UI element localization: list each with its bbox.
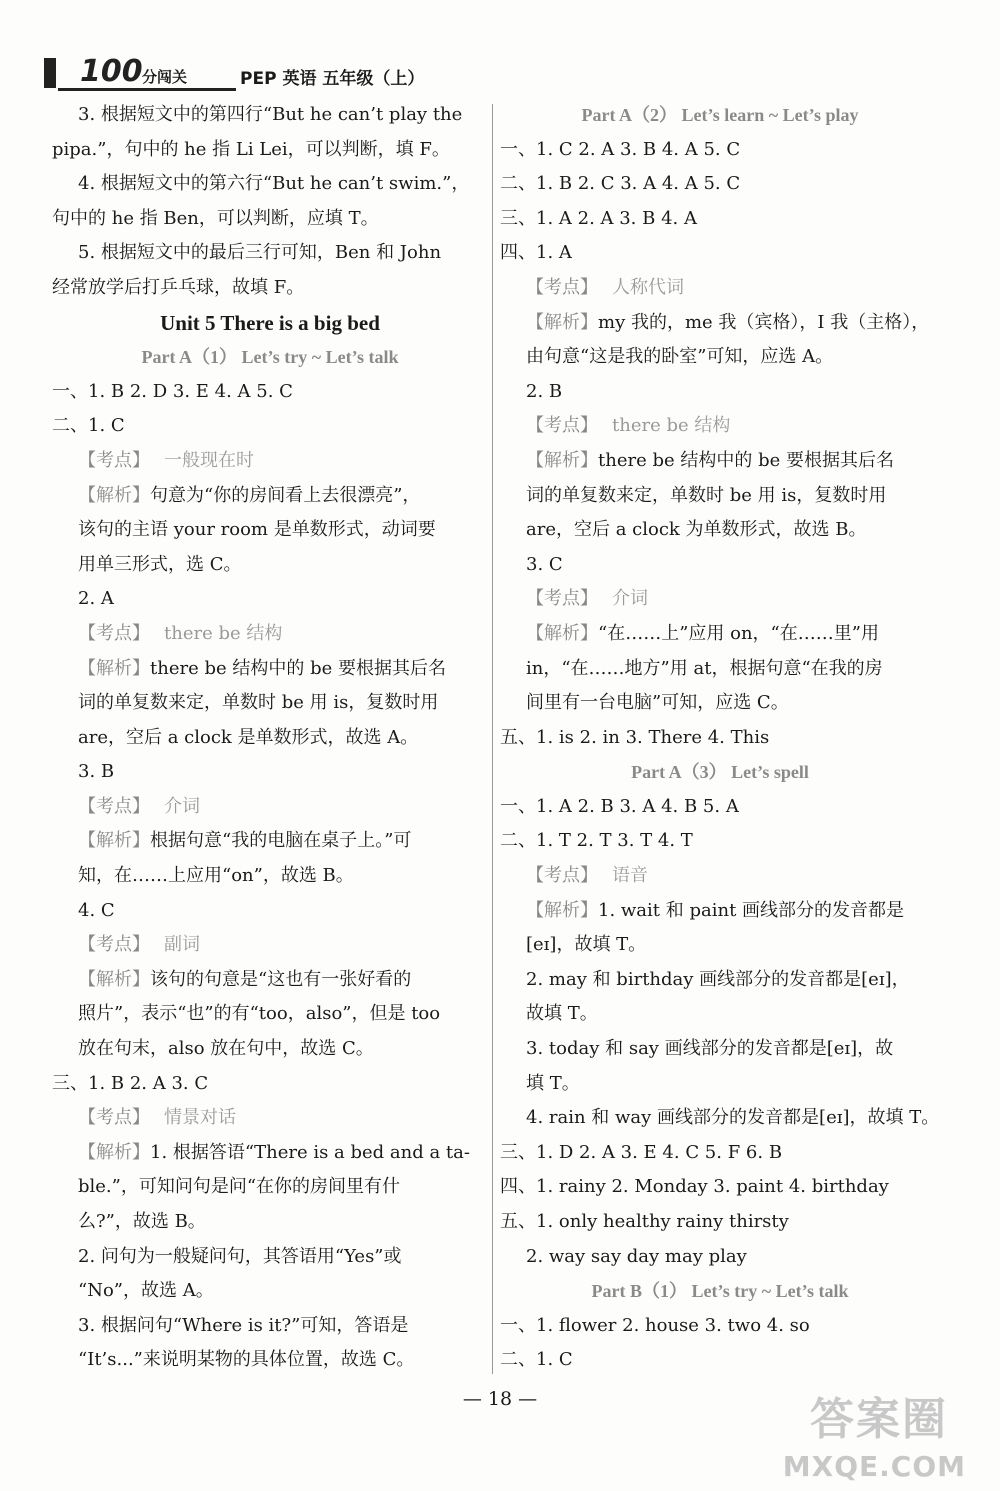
text-line: 二、1. C [52, 415, 125, 437]
label-tag: 【解析】 [526, 899, 598, 921]
column-divider [492, 104, 493, 1374]
topic-value: there be 结构 [612, 415, 731, 437]
section-heading: Part A（1） Let’s try ~ Let’s talk [141, 347, 399, 368]
label-tag: 【考点】 [78, 1107, 150, 1129]
label-tag: 【考点】 [526, 865, 598, 887]
text-line: 照片”，表示“也”的有“too，also”，但是 too [78, 1003, 441, 1025]
text-line [500, 409, 940, 444]
text-line: 二、1. C [500, 1349, 573, 1371]
topic-value: 一般现在时 [164, 449, 254, 471]
topic-value: 人称代词 [612, 276, 684, 298]
text-line: are，空后 a clock 为单数形式，故选 B。 [526, 519, 867, 541]
text-line: 四、1. rainy 2. Monday 3. paint 4. birthday [500, 1176, 889, 1198]
analysis-text: 根据句意“我的电脑在桌子上。”可 [150, 830, 412, 852]
text-line: 三、1. D 2. A 3. E 4. C 5. F 6. B [500, 1141, 783, 1163]
section-heading: Part B（1） Let’s try ~ Let’s talk [591, 1281, 849, 1302]
text-line: 么?”，故选 B。 [78, 1211, 206, 1232]
topic-value: 介词 [164, 795, 200, 817]
text-line [52, 479, 488, 514]
text-line [52, 617, 488, 652]
text-line: “No”，故选 A。 [78, 1280, 214, 1302]
text-line: 2. A [78, 588, 114, 610]
analysis-text: “在……上”应用 on，“在……里”用 [598, 622, 879, 644]
analysis-text: there be 结构中的 be 要根据其后名 [150, 657, 446, 679]
text-line [500, 306, 940, 341]
label-tag: 【解析】 [78, 968, 150, 990]
text-line: 三、1. A 2. A 3. B 4. A [500, 207, 697, 229]
text-line: 一、1. flower 2. house 3. two 4. so [500, 1314, 810, 1336]
text-line: 用单三形式，选 C。 [78, 553, 242, 575]
text-line: 句中的 he 指 Ben，可以判断，应填 T。 [52, 207, 379, 229]
page-number: — 18 — [462, 1388, 538, 1410]
left-column [52, 98, 488, 1378]
text-line: 五、1. is 2. in 3. There 4. This [500, 726, 770, 748]
text-line: 一、1. C 2. A 3. B 4. A 5. C [500, 138, 741, 160]
text-line: pipa.”，句中的 he 指 Li Lei，可以判断，填 F。 [52, 138, 450, 160]
label-tag: 【解析】 [526, 622, 598, 644]
text-line: 该句的主语 your room 是单数形式，动词要 [78, 519, 436, 541]
section-heading: Part A（3） Let’s spell [631, 762, 809, 783]
text-line [52, 652, 488, 687]
text-line: [eɪ]，故填 T。 [526, 934, 647, 956]
text-line: 2. 问句为一般疑问句，其答语用“Yes”或 [78, 1245, 402, 1267]
text-line: 一、1. B 2. D 3. E 4. A 5. C [52, 380, 293, 402]
watermark-logo: 答案圈 [810, 1394, 948, 1445]
text-line: 2. may 和 birthday 画线部分的发音都是[eɪ]， [526, 968, 910, 990]
text-line: ble.”，可知问句是问“在你的房间里有什 [78, 1176, 401, 1198]
text-line: 间里有一台电脑”可知，应选 C。 [526, 692, 789, 714]
text-line [500, 582, 940, 617]
text-line: 三、1. B 2. A 3. C [52, 1072, 209, 1094]
text-line [52, 928, 488, 963]
text-line [52, 1136, 488, 1171]
text-line [52, 824, 488, 859]
logo-number: 100 [80, 54, 143, 89]
text-line: 词的单复数来定，单数时 be 用 is，复数时用 [78, 692, 439, 714]
text-line: “It’s...”来说明某物的具体位置，故选 C。 [78, 1349, 415, 1371]
text-line: 经常放学后打乒乓球，故填 F。 [52, 276, 305, 298]
analysis-text: there be 结构中的 be 要根据其后名 [598, 449, 894, 471]
logo [58, 54, 236, 91]
text-line: 4. 根据短文中的第六行“But he can’t swim.”， [78, 173, 470, 195]
text-line [500, 894, 940, 929]
text-line [500, 444, 940, 479]
label-tag: 【解析】 [526, 449, 598, 471]
label-tag: 【解析】 [78, 830, 150, 852]
right-column [500, 98, 940, 1378]
logo-bar [44, 58, 56, 88]
text-line: 3. today 和 say 画线部分的发音都是[eɪ]，故 [526, 1038, 894, 1060]
analysis-text: 该句的句意是“这也有一张好看的 [150, 968, 412, 990]
text-line: 3. 根据短文中的第四行“But he can’t play the [78, 104, 463, 125]
text-line [52, 444, 488, 479]
label-tag: 【考点】 [526, 588, 598, 610]
label-tag: 【解析】 [78, 1141, 150, 1163]
text-line: 一、1. A 2. B 3. A 4. B 5. A [500, 795, 739, 817]
topic-value: 语音 [612, 865, 648, 887]
text-line: 知，在……上应用“on”，故选 B。 [78, 865, 354, 887]
text-line: 3. 根据问句“Where is it?”可知，答语是 [78, 1314, 409, 1336]
label-tag: 【解析】 [526, 311, 598, 333]
watermark-url: MXQE.COM [782, 1450, 966, 1483]
label-tag: 【考点】 [78, 934, 150, 956]
text-line [500, 617, 940, 652]
text-line [500, 271, 940, 306]
label-tag: 【考点】 [78, 795, 150, 817]
logo-text: 分闯关 [142, 68, 188, 86]
text-line: 五、1. only healthy rainy thirsty [500, 1211, 789, 1232]
analysis-text: 句意为“你的房间看上去很漂亮”， [150, 484, 421, 506]
label-tag: 【考点】 [526, 415, 598, 437]
analysis-text: 1. wait 和 paint 画线部分的发音都是 [598, 899, 905, 921]
label-tag: 【考点】 [78, 622, 150, 644]
text-line [500, 859, 940, 894]
page-header [44, 50, 464, 90]
text-line: 3. C [526, 553, 563, 575]
topic-value: there be 结构 [164, 622, 283, 644]
text-line: in，“在……地方”用 at，根据句意“在我的房 [526, 657, 883, 679]
label-tag: 【解析】 [78, 657, 150, 679]
text-line: 放在句末，also 放在句中，故选 C。 [78, 1038, 374, 1060]
unit-title: Unit 5 There is a big bed [160, 310, 380, 335]
text-line: 3. B [78, 761, 115, 783]
label-tag: 【考点】 [78, 449, 150, 471]
analysis-text: my 我的，me 我（宾格），I 我（主格）， [598, 311, 930, 333]
text-line: 由句意“这是我的卧室”可知，应选 A。 [526, 346, 834, 368]
text-line: are，空后 a clock 是单数形式，故选 A。 [78, 726, 419, 748]
text-line: 4. C [78, 899, 115, 921]
section-heading: Part A（2） Let’s learn ~ Let’s play [581, 105, 859, 125]
text-line: 5. 根据短文中的最后三行可知，Ben 和 John [78, 242, 442, 264]
label-tag: 【解析】 [78, 484, 150, 506]
topic-value: 介词 [612, 588, 648, 610]
text-line: 二、1. T 2. T 3. T 4. T [500, 830, 693, 852]
label-tag: 【考点】 [526, 276, 598, 298]
text-line [52, 790, 488, 825]
topic-value: 情景对话 [164, 1107, 236, 1129]
text-line: 词的单复数来定，单数时 be 用 is，复数时用 [526, 484, 887, 506]
text-line: 二、1. B 2. C 3. A 4. A 5. C [500, 173, 741, 195]
text-line: 四、1. A [500, 242, 572, 264]
analysis-text: 1. 根据答语“There is a bed and a ta- [150, 1141, 470, 1163]
text-line [52, 1101, 488, 1136]
text-line: 2. B [526, 380, 563, 402]
text-line: 4. rain 和 way 画线部分的发音都是[eɪ]，故填 T。 [526, 1107, 940, 1129]
text-line: 2. way say day may play [526, 1245, 747, 1267]
text-line [52, 963, 488, 998]
text-line: 故填 T。 [526, 1003, 598, 1025]
text-line: 填 T。 [526, 1072, 580, 1094]
topic-value: 副词 [164, 934, 200, 956]
book-title: PEP 英语 五年级（上） [240, 69, 425, 89]
